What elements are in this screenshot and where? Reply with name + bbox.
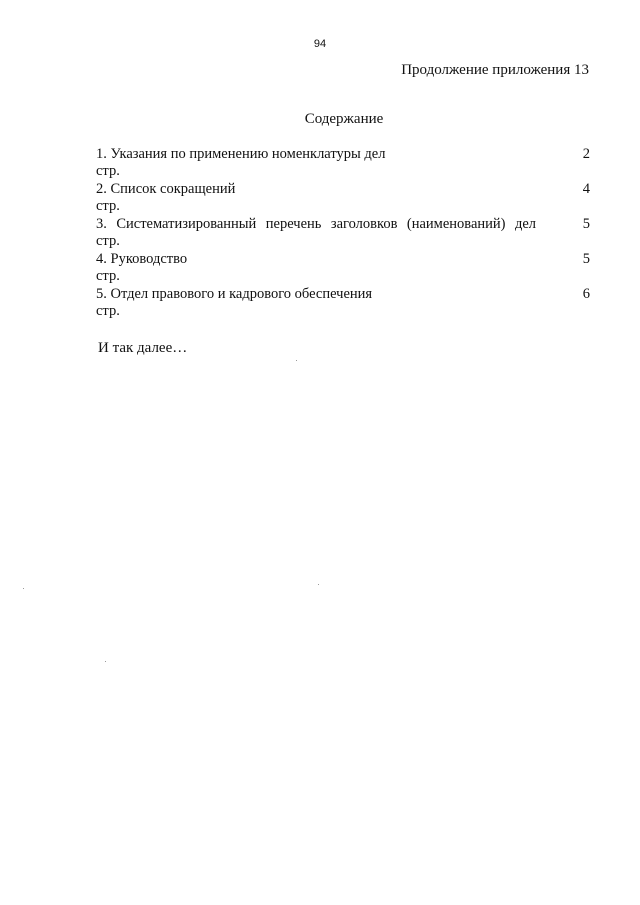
toc-entry <box>96 251 590 286</box>
toc-entry <box>96 216 590 251</box>
scan-speck <box>23 588 24 589</box>
toc-entry-suffix: стр. <box>96 198 120 214</box>
page-number: 94 <box>313 38 327 50</box>
toc-entry-text: 5. Отдел правового и кадрового обеспечения <box>96 286 373 302</box>
toc-entry-suffix: стр. <box>96 303 120 319</box>
toc-entry-suffix: стр. <box>96 163 120 179</box>
closing-note: И так далее… <box>98 340 188 356</box>
toc-entry-text: 4. Руководство <box>96 251 188 267</box>
toc-entry-page: 2 <box>582 146 590 162</box>
toc-entry-page: 6 <box>582 286 590 302</box>
toc-entry <box>96 146 590 181</box>
table-of-contents <box>96 146 590 321</box>
toc-entry-page: 5 <box>582 251 590 267</box>
toc-entry <box>96 286 590 321</box>
scan-speck <box>105 661 106 662</box>
table-of-contents-title: Содержание <box>304 111 384 127</box>
toc-entry-page: 5 <box>582 216 590 232</box>
toc-entry-text: 2. Список сокращений <box>96 181 236 197</box>
toc-entry-text: 3. Систематизированный перечень заголовков (наименований) дел <box>96 216 536 232</box>
toc-entry <box>96 181 590 216</box>
scan-speck <box>296 360 297 361</box>
toc-entry-text: 1. Указания по применению номенклатуры дел <box>96 146 386 162</box>
appendix-continuation-note: Продолжение приложения 13 <box>401 62 589 78</box>
toc-entry-suffix: стр. <box>96 233 120 249</box>
toc-entry-page: 4 <box>582 181 590 197</box>
toc-entry-suffix: стр. <box>96 268 120 284</box>
scan-speck <box>318 584 319 585</box>
